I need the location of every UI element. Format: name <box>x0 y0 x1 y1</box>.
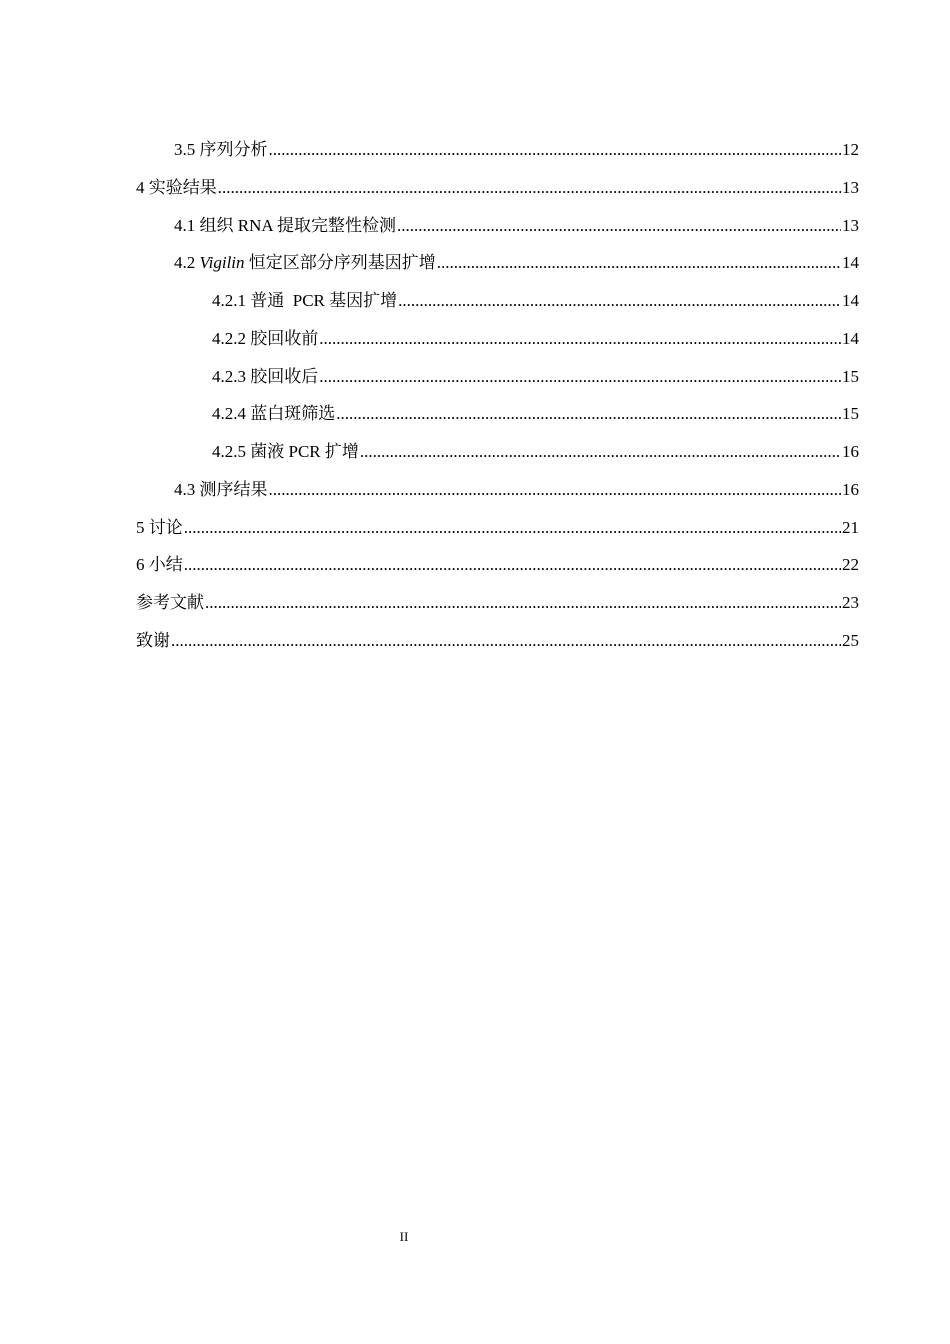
toc-entry-title <box>136 553 183 577</box>
toc-entry-title <box>174 138 268 162</box>
toc-dot-leader <box>398 289 841 313</box>
toc-entry-text: 序列分析 <box>199 140 268 159</box>
toc-entry-page: 23 <box>842 593 859 612</box>
toc-entry-title: 致谢 <box>136 631 170 650</box>
toc-entry-text: 讨论 <box>148 518 183 537</box>
toc-entry-title <box>136 176 217 200</box>
page-number: II <box>399 1229 409 1244</box>
toc-entry-number: 4.2.4 <box>212 404 246 423</box>
toc-entry-number: 5 <box>136 518 145 537</box>
toc-dot-leader <box>218 176 841 200</box>
toc-entry-title <box>174 478 268 502</box>
toc-entry-text: 胶回收后 <box>250 367 319 386</box>
toc-entry-page: 22 <box>842 555 859 574</box>
toc-entry-gene-name: Vigilin <box>199 253 245 272</box>
toc-entry-number: 4.2.3 <box>212 367 246 386</box>
toc-entry-4-2-1[interactable] <box>212 289 859 313</box>
toc-entry-number: 4.2.1 <box>212 291 246 310</box>
toc-entry-title <box>174 214 396 238</box>
toc-entry-5[interactable] <box>136 516 859 540</box>
toc-entry-4-2[interactable] <box>174 251 859 275</box>
toc-entry-number: 4.2.2 <box>212 329 246 348</box>
toc-entry-4[interactable] <box>136 176 859 200</box>
toc-entry-page: 16 <box>842 480 859 499</box>
toc-entry-number: 4.1 <box>174 216 196 235</box>
toc-entry-number: 6 <box>136 555 145 574</box>
toc-entry-title <box>174 251 436 275</box>
toc-entry-text: 胶回收前 <box>250 329 319 348</box>
toc-dot-leader <box>437 251 841 275</box>
toc-entry-references[interactable] <box>136 591 859 615</box>
toc-entry-3-5[interactable] <box>174 138 859 162</box>
toc-dot-leader <box>397 214 841 238</box>
toc-entry-number: 4.2 <box>174 253 196 272</box>
toc-entry-4-2-2[interactable] <box>212 327 859 351</box>
toc-entry-page: 13 <box>842 216 859 235</box>
toc-entry-4-3[interactable] <box>174 478 859 502</box>
toc-entry-page: 14 <box>842 329 859 348</box>
toc-entry-page: 15 <box>842 404 859 423</box>
toc-dot-leader <box>360 440 841 464</box>
toc-entry-4-2-3[interactable] <box>212 365 859 389</box>
toc-entry-page: 21 <box>842 518 859 537</box>
toc-entry-page: 15 <box>842 367 859 386</box>
toc-entry-text: 组织 RNA 提取完整性检测 <box>199 216 396 235</box>
toc-entry-title <box>212 402 335 426</box>
toc-entry-text: 蓝白斑筛选 <box>250 404 336 423</box>
toc-dot-leader <box>184 553 841 577</box>
toc-dot-leader <box>269 138 842 162</box>
toc-entry-title <box>212 440 359 464</box>
toc-entry-text: 恒定区部分序列基因扩增 <box>248 253 436 272</box>
toc-entry-number: 4 <box>136 178 145 197</box>
toc-entry-4-2-5[interactable] <box>212 440 859 464</box>
toc-dot-leader <box>269 478 842 502</box>
toc-dot-leader <box>336 402 841 426</box>
toc-dot-leader <box>319 327 841 351</box>
toc-dot-leader <box>319 365 841 389</box>
toc-entry-page: 14 <box>842 291 859 310</box>
toc-entry-title <box>212 365 318 389</box>
toc-entry-number: 4.2.5 <box>212 442 246 461</box>
toc-entry-page: 16 <box>842 442 859 461</box>
toc-entry-4-2-4[interactable] <box>212 402 859 426</box>
toc-entry-page: 14 <box>842 253 859 272</box>
toc-dot-leader <box>184 516 841 540</box>
toc-entry-text: 普通 PCR 基因扩增 <box>250 291 398 310</box>
toc-entry-text: 小结 <box>148 555 183 574</box>
toc-entry-text: 测序结果 <box>199 480 268 499</box>
toc-entry-text: 菌液 PCR 扩增 <box>250 442 359 461</box>
toc-entry-title <box>212 327 318 351</box>
toc-entry-6[interactable] <box>136 553 859 577</box>
toc-entry-page: 25 <box>842 631 859 650</box>
toc-dot-leader <box>171 629 841 653</box>
toc-entry-text: 实验结果 <box>148 178 217 197</box>
toc-entry-title <box>212 289 397 313</box>
toc-entry-acknowledgements[interactable] <box>136 629 859 653</box>
toc-entry-title: 参考文献 <box>136 593 204 612</box>
toc-entry-page: 13 <box>842 178 859 197</box>
toc-entry-title <box>136 516 183 540</box>
toc-entry-number: 4.3 <box>174 480 196 499</box>
toc-entry-number: 3.5 <box>174 140 196 159</box>
toc-entry-4-1[interactable] <box>174 214 859 238</box>
toc-entry-page: 12 <box>842 140 859 159</box>
toc-dot-leader <box>205 591 841 615</box>
